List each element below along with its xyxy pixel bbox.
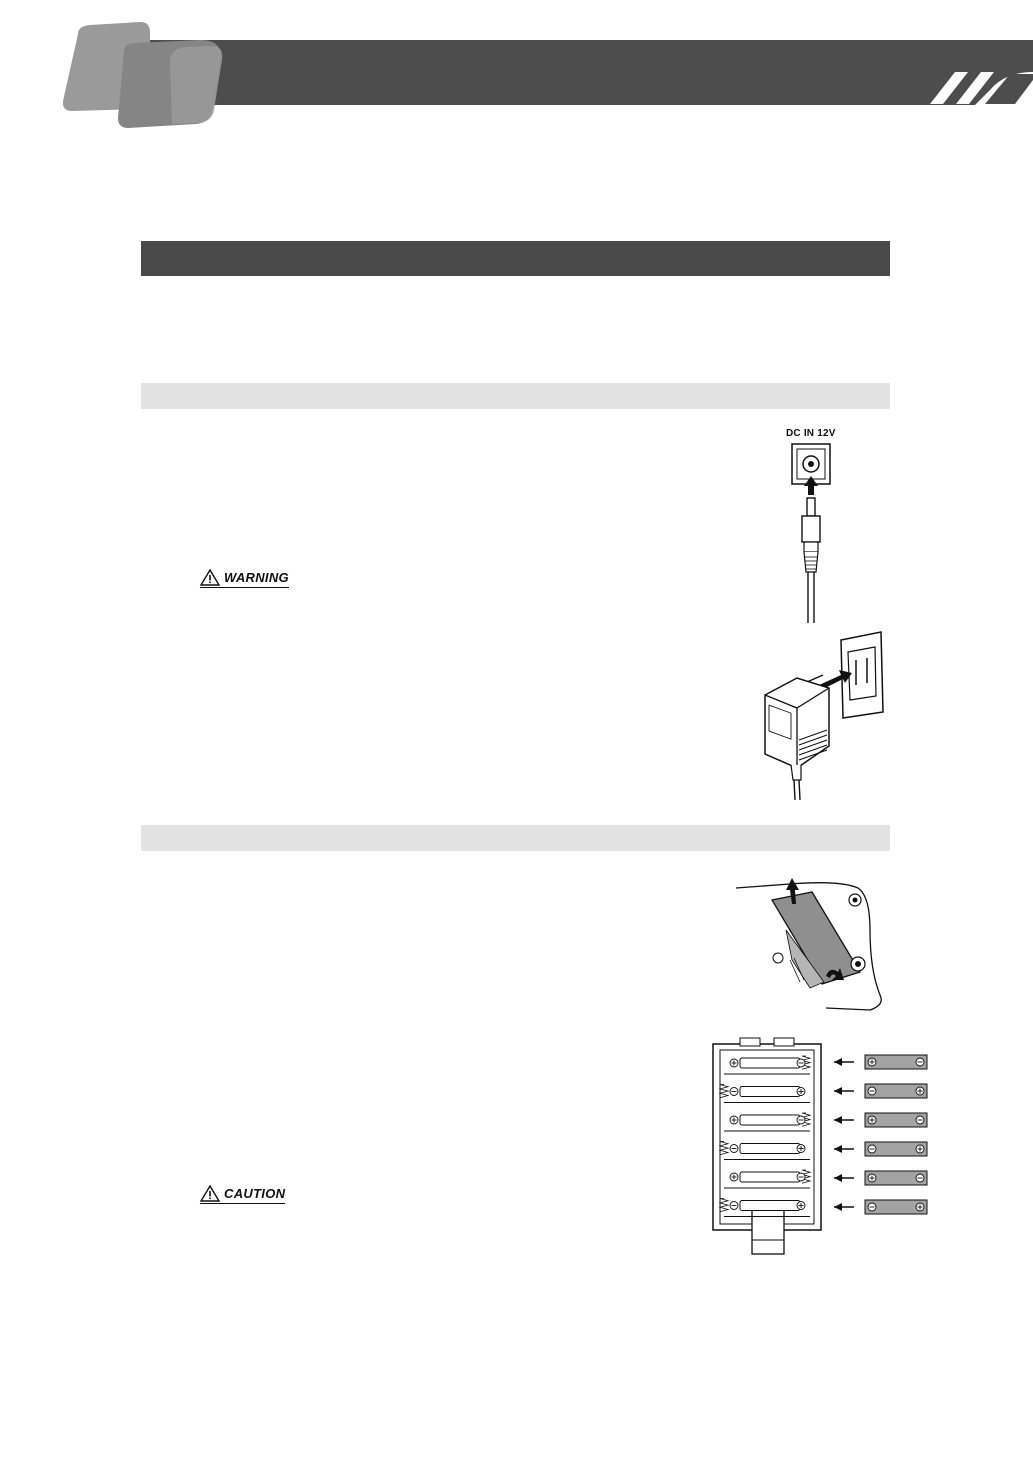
battery-icon: [834, 1200, 927, 1214]
battery-icon: [834, 1142, 927, 1156]
subsection-bar-batteries: [141, 825, 890, 851]
section-header-bar: [141, 241, 890, 276]
warning-label: [200, 569, 289, 588]
arrow-icon: [834, 1174, 842, 1182]
caution-label: [200, 1185, 285, 1204]
arrow-icon: [834, 1145, 842, 1153]
arrow-icon: [834, 1087, 842, 1095]
dc-in-label: DC IN 12V: [786, 428, 836, 439]
ac-adapter-illustration: [755, 630, 890, 802]
caution-triangle-icon: [200, 1185, 220, 1202]
battery-icon: [834, 1171, 927, 1185]
caution-text: CAUTION: [224, 1186, 286, 1201]
header-dark-bar: [118, 40, 1033, 105]
arrow-icon: [834, 1058, 842, 1066]
battery-icon: [834, 1113, 927, 1127]
subsection-bar-adapter: [141, 383, 890, 409]
page-header-band: [0, 0, 1033, 140]
warning-triangle-icon: [200, 569, 220, 586]
battery-icon: [834, 1055, 927, 1069]
dc-plug-illustration: [780, 440, 840, 625]
warning-text: WARNING: [224, 570, 289, 585]
battery-cover-illustration: [730, 870, 892, 1015]
arrow-icon: [834, 1203, 842, 1211]
battery-icon: [834, 1084, 927, 1098]
arrow-icon: [834, 1116, 842, 1124]
battery-tray-illustration: [710, 1030, 935, 1260]
